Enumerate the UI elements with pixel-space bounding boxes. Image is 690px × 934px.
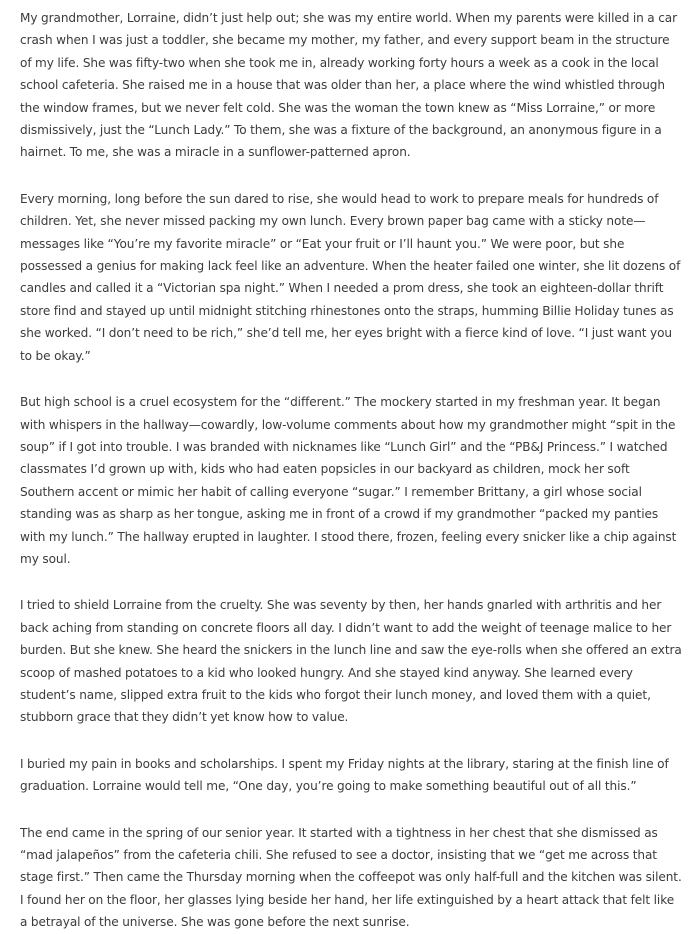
paragraph-6: The end came in the spring of our senior year. It started with a tightness in her chest that she dismissed as “mad jalapeños” from the cafeteria chili. She refused to see a doctor, insisting that we “get me across that stage first.” Then came the Thursday morning when the coffeepot was only half-full and the kitchen was silent. I found her on the floor, her glasses lying beside her hand, her life extinguished by a heart attack that felt like a betrayal of the universe. She was gone before the next sunrise. (20, 825, 682, 930)
paragraph-1: My grandmother, Lorraine, didn’t just help out; she was my entire world. When my parents were killed in a car crash when I was just a toddler, she became my mother, my father, and every support beam in the structure of my life. She was fifty-two when she took me in, already working forty hours a week as a cook in the local school cafeteria. She raised me in a house that was older than her, a place where the wind whistled through the window frames, but we never felt cold. She was the woman the town knew as “Miss Lorraine,” or more dismissively, just the “Lunch Lady.” To them, she was a fixture of the background, an anonymous figure in a hairnet. To me, she was a miracle in a sunflower-patterned apron. (20, 11, 677, 160)
paragraph-4: I tried to shield Lorraine from the cruelty. She was seventy by then, her hands gnarled with arthritis and her back aching from standing on concrete floors all day. I didn’t want to add the weight of teenage malice to her burden. But she knew. She heard the snickers in the lunch line and saw the eye-rolls when she offered an extra scoop of mashed potatoes to a kid who looked hungry. And she stayed kind anyway. She learned every student’s name, slipped extra fruit to the kids who forgot their lunch money, and loved them with a quiet, stubborn grace that they didn’t yet know how to value. (20, 598, 682, 725)
paragraph-5: I buried my pain in books and scholarships. I spent my Friday nights at the library, staring at the finish line of graduation. Lorraine would tell me, “One day, you’re going to make something beautiful out of all this.” (20, 756, 669, 794)
paragraph-3: But high school is a cruel ecosystem for the “different.” The mockery started in my freshman year. It began with whispers in the hallway—cowardly, low-volume comments about how my grandmother might “spit in the soup” if I got into trouble. I was branded with nicknames like “Lunch Girl” and the “PB&J Princess.” I watched classmates I’d grown up with, kids who had eaten popsicles in our backyard as children, mock her soft Southern accent or mimic her habit of calling everyone “sugar.” I remember Brittany, a girl whose social standing was as sharp as her tongue, asking me in front of a crowd if my grandmother “packed my panties with my lunch.” The hallway erupted in laughter. I stood there, frozen, feeling every snicker like a chip against my soul. (20, 395, 677, 566)
paragraph-2: Every morning, long before the sun dared to rise, she would head to work to prepare meals for hundreds of children. Yet, she never missed packing my own lunch. Every brown paper bag came with a sticky note—messages like “You’re my favorite miracle” or “Eat your fruit or I’ll haunt you.” We were poor, but she possessed a genius for making lack feel like an adventure. When the heater failed one winter, she lit dozens of candles and called it a “Victorian spa night.” When I needed a prom dress, she took an eighteen-dollar thrift store find and stayed up until midnight stitching rhinestones onto the straps, humming Billie Holiday tunes as she worked. “I don’t need to be rich,” she’d tell me, her eyes bright with a fierce kind of love. “I just want you to be okay.” (20, 191, 681, 363)
